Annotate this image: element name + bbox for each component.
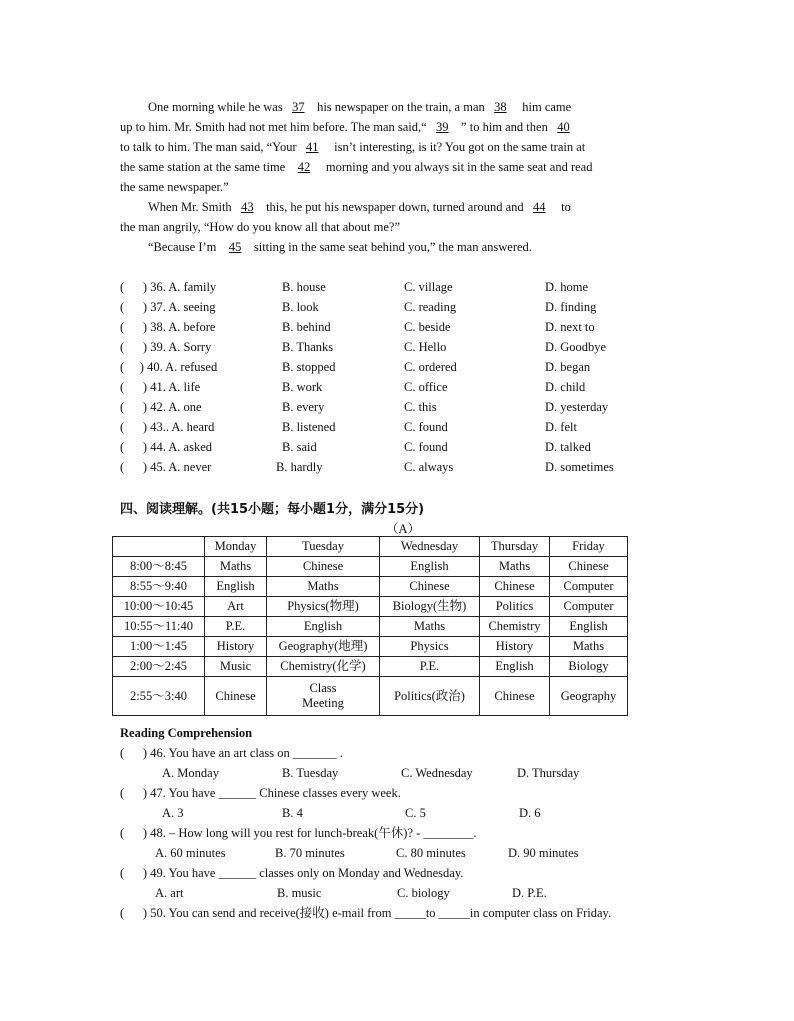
table-row bbox=[113, 657, 628, 677]
table-cell: Politics bbox=[480, 597, 550, 617]
cloze-line-1: One morning while he was 37 his newspaper on the train, a man 38 him came bbox=[148, 100, 572, 114]
cloze-line-5: the same newspaper.” bbox=[120, 180, 229, 194]
table-row bbox=[113, 637, 628, 657]
blank-42: 42 bbox=[297, 160, 311, 174]
blank-41: 41 bbox=[306, 140, 319, 154]
table-cell: Maths bbox=[267, 577, 380, 597]
table-row bbox=[113, 677, 628, 716]
time-cell: 10:00～10:45 bbox=[113, 597, 205, 617]
table-cell: Chinese bbox=[205, 677, 267, 716]
blank-39: 39 bbox=[436, 120, 449, 134]
section-title: 四、阅读理解。(共15小题；每小题1分，满分15分) bbox=[120, 502, 425, 517]
table-cell: Politics(政治) bbox=[380, 677, 480, 716]
table-cell: Chinese bbox=[380, 577, 480, 597]
question-50: ( ) 50. You can send and receive(接收) e-mail from _____to _____in computer class on Friday. bbox=[120, 906, 612, 920]
table-cell: History bbox=[480, 637, 550, 657]
question-49: ( ) 49. You have ______ classes only on Monday and Wednesday. bbox=[120, 866, 464, 880]
question-47: ( ) 47. You have ______ Chinese classes every week. bbox=[120, 786, 401, 800]
time-cell: 8:00～8:45 bbox=[113, 557, 205, 577]
table-row bbox=[113, 557, 628, 577]
table-cell: English bbox=[550, 617, 628, 637]
table-cell: Geography bbox=[550, 677, 628, 716]
table-cell: Chinese bbox=[267, 557, 380, 577]
cloze-line-8: “Because I’m 45 sitting in the same seat behind you,” the man answered. bbox=[148, 240, 532, 254]
blank-43: 43 bbox=[241, 200, 254, 214]
table-cell: Physics bbox=[380, 637, 480, 657]
table-cell: English bbox=[380, 557, 480, 577]
table-cell: P.E. bbox=[380, 657, 480, 677]
table-cell: Class Meeting bbox=[267, 677, 380, 716]
table-cell: Chemistry bbox=[480, 617, 550, 637]
blank-45: 45 bbox=[228, 240, 242, 254]
blank-44: 44 bbox=[533, 200, 546, 214]
time-cell: 1:00～1:45 bbox=[113, 637, 205, 657]
cloze-line-3: to talk to him. The man said, “Your 41 isn’t interesting, is it? You got on the same train at bbox=[120, 140, 586, 154]
table-header-cell: Friday bbox=[550, 537, 628, 557]
table-cell: English bbox=[480, 657, 550, 677]
blank-40: 40 bbox=[557, 120, 570, 134]
question-48: ( ) 48. – How long will you rest for lunch-break(午休)? - ________. bbox=[120, 826, 477, 840]
table-cell: Music bbox=[205, 657, 267, 677]
table-header-row bbox=[113, 537, 628, 557]
table-row bbox=[113, 577, 628, 597]
table-header-cell: Monday bbox=[205, 537, 267, 557]
time-cell: 10:55～11:40 bbox=[113, 617, 205, 637]
table-cell: Biology bbox=[550, 657, 628, 677]
table-header-cell: Wednesday bbox=[380, 537, 480, 557]
cloze-line-2: up to him. Mr. Smith had not met him before. The man said,“ 39 ” to him and then 40 bbox=[120, 120, 570, 134]
table-row bbox=[113, 617, 628, 637]
table-cell: English bbox=[267, 617, 380, 637]
blank-37: 37 bbox=[292, 100, 305, 114]
table-cell: Physics(物理) bbox=[267, 597, 380, 617]
table-cell: Maths bbox=[550, 637, 628, 657]
table-header-cell: Thursday bbox=[480, 537, 550, 557]
table-cell: Chinese bbox=[480, 577, 550, 597]
table-cell: Maths bbox=[480, 557, 550, 577]
table-cell: Maths bbox=[205, 557, 267, 577]
table-cell: Chemistry(化学) bbox=[267, 657, 380, 677]
table-cell: Computer bbox=[550, 597, 628, 617]
table-cell: Chinese bbox=[550, 557, 628, 577]
time-cell: 2:00～2:45 bbox=[113, 657, 205, 677]
table-cell: Computer bbox=[550, 577, 628, 597]
table-header-cell bbox=[113, 537, 205, 557]
cloze-line-4: the same station at the same time 42 morning and you always sit in the same seat and read bbox=[120, 160, 593, 174]
table-header-cell: Tuesday bbox=[267, 537, 380, 557]
table-cell: P.E. bbox=[205, 617, 267, 637]
reading-comprehension-title: Reading Comprehension bbox=[120, 726, 253, 740]
time-cell: 2:55～3:40 bbox=[113, 677, 205, 716]
time-cell: 8:55～9:40 bbox=[113, 577, 205, 597]
table-cell: Art bbox=[205, 597, 267, 617]
question-46: ( ) 46. You have an art class on _______ . bbox=[120, 746, 343, 760]
table-cell: Maths bbox=[380, 617, 480, 637]
cloze-line-6: When Mr. Smith 43 this, he put his newspaper down, turned around and 44 to bbox=[148, 200, 571, 214]
table-cell: History bbox=[205, 637, 267, 657]
table-cell: Chinese bbox=[480, 677, 550, 716]
table-row bbox=[113, 597, 628, 617]
class-schedule-table bbox=[112, 536, 628, 716]
table-cell: English bbox=[205, 577, 267, 597]
table-cell: Biology(生物) bbox=[380, 597, 480, 617]
table-cell: Geography(地理) bbox=[267, 637, 380, 657]
passage-label: （A） bbox=[386, 522, 421, 536]
blank-38: 38 bbox=[494, 100, 507, 114]
cloze-line-7: the man angrily, “How do you know all that about me?” bbox=[120, 220, 401, 234]
